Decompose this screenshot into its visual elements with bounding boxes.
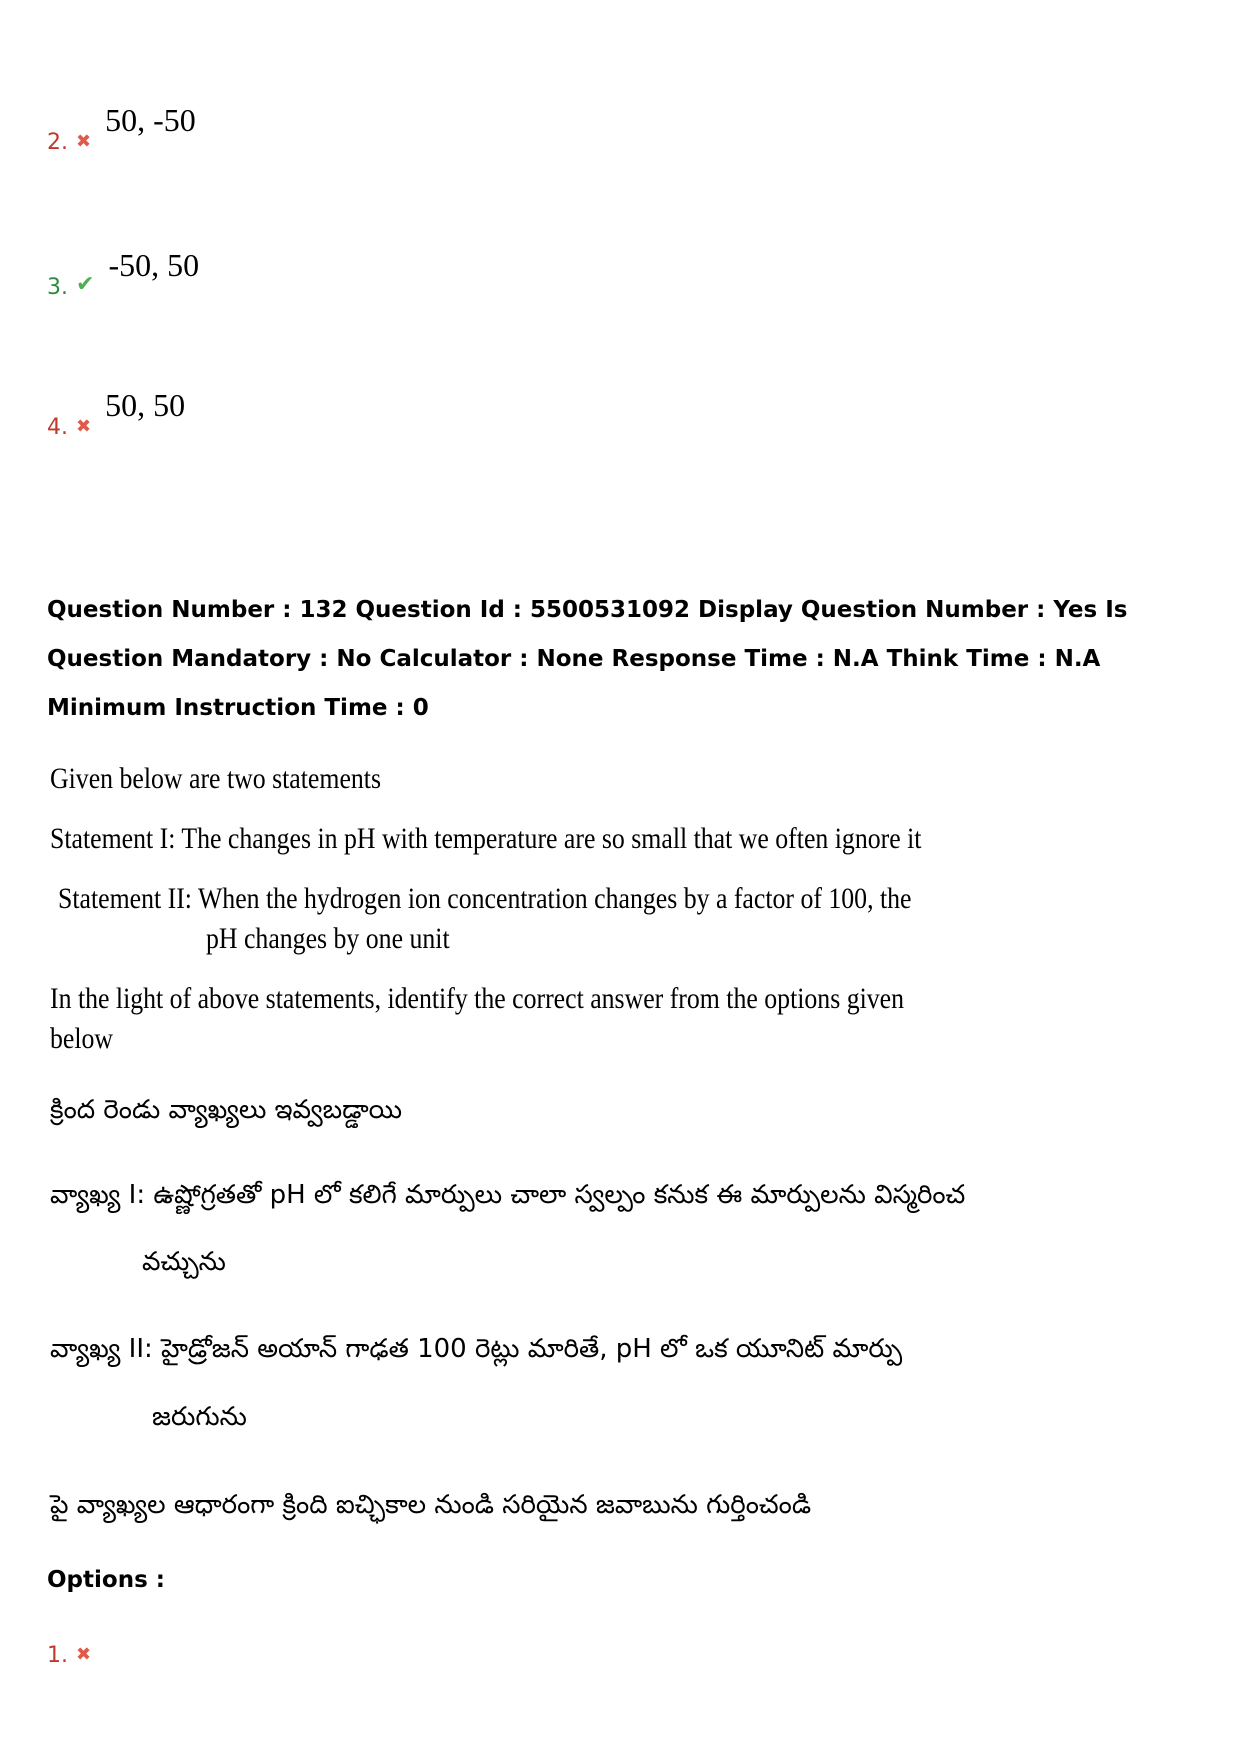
option-number: 4. — [47, 415, 68, 440]
question-intro: Given below are two statements — [50, 762, 382, 795]
wrong-mark-icon: ✖ — [76, 416, 92, 437]
option-number: 3. — [47, 275, 68, 300]
wrong-mark-icon: ✖ — [76, 131, 92, 152]
option-value: 50, 50 — [105, 387, 186, 423]
telugu-instruction: పై వ్యాఖ్యల ఆధారంగా క్రింది ఐచ్ఛికాల నుండి సరియైన జవాబును గుర్తించండి — [50, 1490, 812, 1520]
option-2 — [47, 102, 196, 155]
statement-2-line-2: pH changes by one unit — [206, 922, 450, 955]
telugu-statement-2-line-2: జరుగును — [152, 1402, 247, 1432]
option-value: -50, 50 — [108, 247, 200, 283]
option-3 — [47, 247, 200, 300]
telugu-statement-1-line-2: వచ్చును — [142, 1247, 226, 1277]
option-4 — [47, 387, 186, 440]
statement-1: Statement I: The changes in pH with temperature are so small that we often ignore it — [50, 822, 922, 855]
question-meta: Question Number : 132 Question Id : 5500531092 Display Question Number : Yes Is Question Mandatory : No Calculator : None Response Time : N.A Think Time : N.A Minimum Instruction Time : 0 — [47, 597, 1128, 721]
option-number: 1. — [47, 1643, 68, 1668]
telugu-intro: క్రింద రెండు వ్యాఖ్యలు ఇవ్వబడ్డాయి — [50, 1095, 403, 1125]
telugu-statement-1-line-1: వ్యాఖ్య I: ఉష్ణోగ్రతతో pH లో కలిగే మార్పులు చాలా స్వల్పం కనుక ఈ మార్పులను విస్మరించ — [50, 1180, 966, 1210]
option-1 — [47, 1643, 91, 1668]
correct-mark-icon: ✔ — [76, 272, 95, 297]
instruction-line-1: In the light of above statements, identify the correct answer from the options given — [50, 982, 905, 1015]
option-number: 2. — [47, 130, 68, 155]
instruction-line-2: below — [50, 1022, 114, 1055]
statement-2-line-1: Statement II: When the hydrogen ion concentration changes by a factor of 100, the — [58, 882, 912, 915]
options-label: Options : — [47, 1567, 165, 1593]
wrong-mark-icon: ✖ — [76, 1644, 92, 1665]
telugu-statement-2-line-1: వ్యాఖ్య II: హైడ్రోజన్ అయాన్ గాఢత 100 రెట్లు మారితే, pH లో ఒక యూనిట్ మార్పు — [50, 1334, 903, 1364]
option-value: 50, -50 — [105, 102, 196, 138]
